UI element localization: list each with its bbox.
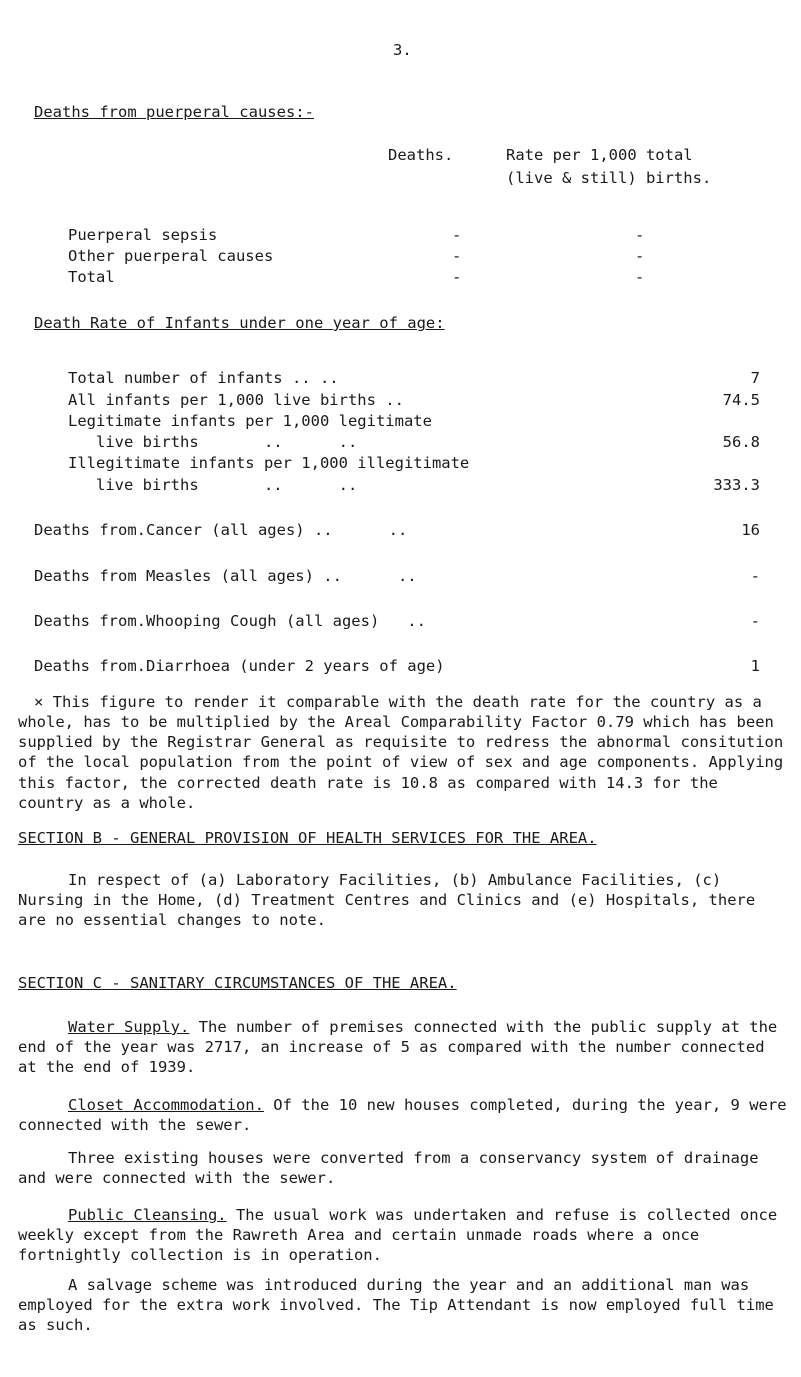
row-value: 333.3 <box>713 476 760 494</box>
row-deaths: - <box>452 247 462 265</box>
col-rate-header-2: (live & still) births. <box>506 169 712 187</box>
row-label: Deaths from.Diarrhoea (under 2 years of age) <box>34 657 445 675</box>
row-label: Other puerperal causes <box>68 247 274 265</box>
row-value: - <box>750 567 760 585</box>
cleansing-text: The usual work was undertaken and refuse is collected once weekly except from the Rawreth Area and certain unmade roads where a once fortnightly collection is in operation. <box>18 1206 778 1265</box>
row-label: Deaths from Measles (all ages) .. .. <box>34 567 417 585</box>
row-label: live births .. .. <box>68 476 358 494</box>
row-label: Puerperal sepsis <box>68 226 218 244</box>
cleansing-title: Public Cleansing. <box>68 1206 227 1224</box>
infant-row <box>68 432 357 452</box>
row-label: Total <box>68 268 115 286</box>
row-label: All infants per 1,000 live births .. <box>68 391 404 409</box>
section-c-heading: SECTION C - SANITARY CIRCUMSTANCES OF THE AREA. <box>18 974 457 992</box>
page-number: 3. <box>393 41 412 59</box>
death-row <box>34 611 426 631</box>
footnote: ⨯ This figure to render it comparable with the death rate for the country as a whole, has to be multiplied by the Areal Comparability Factor 0.79 which has been supplied by the Registrar General as requisite to redress the abnormal consitution of the local population from the point of view of sex and age components. Applying this factor, the corrected death rate is 10.8 as compared with 14.3 for the country as a whole. <box>18 693 784 812</box>
section-b-heading: SECTION B - GENERAL PROVISION OF HEALTH SERVICES FOR THE AREA. <box>18 829 597 847</box>
conversion-paragraph: Three existing houses were converted from a conservancy system of drainage and were connected with the sewer. <box>18 1149 759 1188</box>
puerperal-heading: Deaths from puerperal causes:- <box>34 103 314 121</box>
row-label: live births .. .. <box>68 433 358 451</box>
col-deaths-header: Deaths. <box>388 146 454 164</box>
row-value: 74.5 <box>722 391 760 409</box>
infant-row <box>68 390 404 410</box>
water-supply-paragraph <box>18 1017 788 1077</box>
closet-title: Closet Accommodation. <box>68 1096 264 1114</box>
cleansing-paragraph <box>18 1205 788 1265</box>
death-row <box>34 566 417 586</box>
row-rate: - <box>635 247 645 265</box>
puerperal-row <box>68 225 217 245</box>
row-deaths: - <box>452 268 462 286</box>
row-value: 7 <box>750 369 760 387</box>
death-row <box>34 520 407 540</box>
section-b-text: In respect of (a) Laboratory Facilities, (b) Ambulance Facilities, (c) Nursing in the Home, (d) Treatment Centres and Clinics and (e) Hospitals, there are no essential changes to note. <box>18 871 756 930</box>
row-label: Deaths from.Whooping Cough (all ages) .. <box>34 612 426 630</box>
row-value: 16 <box>741 521 760 539</box>
puerperal-row <box>68 246 273 266</box>
row-label: Legitimate infants per 1,000 legitimate <box>68 412 432 430</box>
row-value: 1 <box>750 657 760 675</box>
puerperal-row <box>68 267 115 287</box>
row-rate: - <box>635 268 645 286</box>
row-deaths: - <box>452 226 462 244</box>
infant-row <box>68 475 357 495</box>
row-label: Deaths from.Cancer (all ages) .. .. <box>34 521 408 539</box>
row-label: Total number of infants .. .. <box>68 369 339 387</box>
water-supply-title: Water Supply. <box>68 1018 190 1036</box>
row-value: 56.8 <box>722 433 760 451</box>
row-rate: - <box>635 226 645 244</box>
row-label: Illegitimate infants per 1,000 illegitimate <box>68 454 470 472</box>
water-supply-text: The number of premises connected with the public supply at the end of the year was 2717, an increase of 5 as compared with the number connected at the end of 1939. <box>18 1018 778 1077</box>
salvage-paragraph: A salvage scheme was introduced during the year and an additional man was employed for the extra work involved. The Tip Attendant is now employed full time as such. <box>18 1276 774 1335</box>
closet-paragraph <box>18 1095 788 1135</box>
death-row <box>34 656 445 676</box>
infants-heading: Death Rate of Infants under one year of age: <box>34 314 445 332</box>
row-value: - <box>750 612 760 630</box>
closet-text: Of the 10 new houses completed, during the year, 9 were connected with the sewer. <box>18 1096 787 1135</box>
infant-row <box>68 368 339 388</box>
infant-row <box>68 411 432 431</box>
col-rate-header-1: Rate per 1,000 total <box>506 146 693 164</box>
infant-row <box>68 453 469 473</box>
